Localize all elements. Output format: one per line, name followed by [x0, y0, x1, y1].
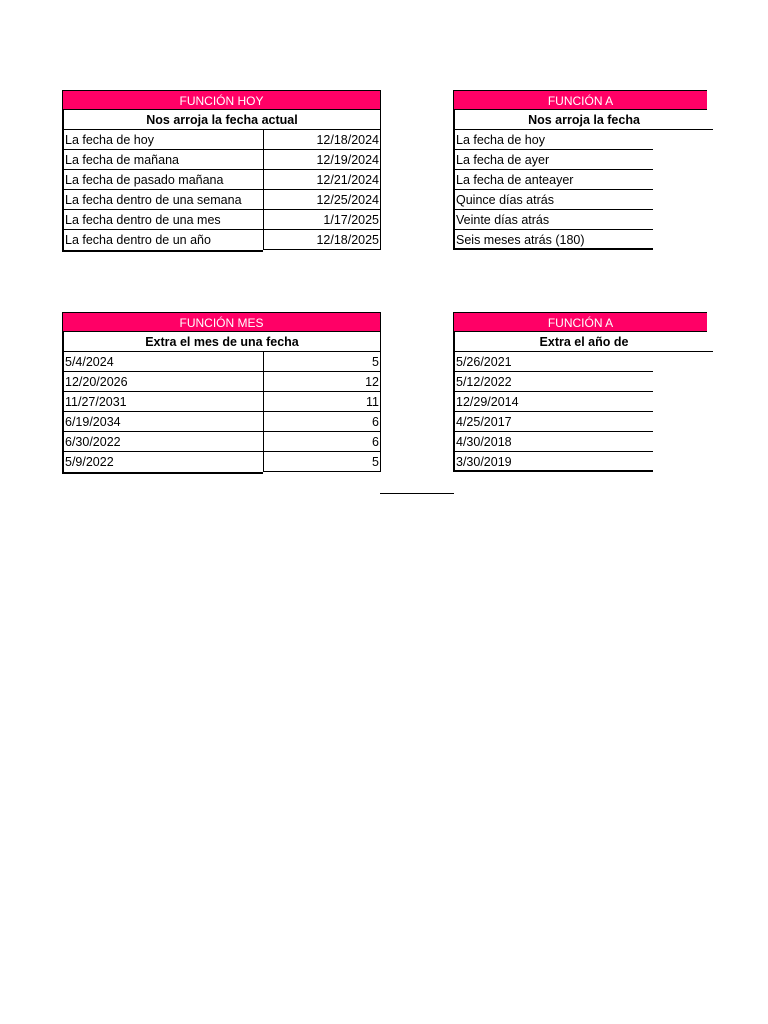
table-row: [453, 230, 653, 250]
table-row: [62, 372, 381, 392]
row-value[interactable]: 5: [263, 352, 381, 372]
row-label[interactable]: 6/30/2022: [62, 432, 263, 452]
table-row: [453, 150, 653, 170]
row-label[interactable]: 3/30/2019: [453, 452, 653, 472]
row-label[interactable]: La fecha de hoy: [62, 130, 263, 150]
row-label[interactable]: 11/27/2031: [62, 392, 263, 412]
table-subheader[interactable]: Extra el año de: [453, 332, 713, 352]
table-row: [453, 392, 653, 412]
table-row: [453, 130, 653, 150]
row-label[interactable]: 4/30/2018: [453, 432, 653, 452]
row-value[interactable]: 12/25/2024: [263, 190, 381, 210]
row-value[interactable]: 11: [263, 392, 381, 412]
row-label[interactable]: La fecha dentro de una semana: [62, 190, 263, 210]
table-row: [62, 392, 381, 412]
cell-border-line: [380, 493, 454, 494]
table-row: [453, 432, 653, 452]
row-label[interactable]: La fecha de hoy: [453, 130, 653, 150]
row-label[interactable]: Veinte días atrás: [453, 210, 653, 230]
row-value[interactable]: 12: [263, 372, 381, 392]
table-subheader[interactable]: Nos arroja la fecha actual: [62, 110, 381, 130]
row-label[interactable]: 12/29/2014: [453, 392, 653, 412]
table-header[interactable]: FUNCIÓN A: [453, 312, 707, 332]
table-row: [62, 230, 381, 250]
table-row: [453, 190, 653, 210]
table-body-clip: [453, 110, 640, 255]
table-subheader[interactable]: Extra el mes de una fecha: [62, 332, 381, 352]
table-row: [62, 432, 381, 452]
table-header[interactable]: FUNCIÓN A: [453, 90, 707, 110]
table-row: [62, 190, 381, 210]
row-label[interactable]: 5/9/2022: [62, 452, 263, 474]
row-value[interactable]: 12/21/2024: [263, 170, 381, 190]
row-label[interactable]: Quince días atrás: [453, 190, 653, 210]
row-value[interactable]: 6: [263, 432, 381, 452]
row-label[interactable]: 5/4/2024: [62, 352, 263, 372]
row-value[interactable]: 1/17/2025: [263, 210, 381, 230]
table-row: [62, 352, 381, 372]
row-value[interactable]: 5: [263, 452, 381, 472]
table-row: [453, 352, 653, 372]
row-label[interactable]: 12/20/2026: [62, 372, 263, 392]
table-subheader[interactable]: Nos arroja la fecha: [453, 110, 713, 130]
row-label[interactable]: Seis meses atrás (180): [453, 230, 653, 250]
row-value[interactable]: 6: [263, 412, 381, 432]
row-label[interactable]: La fecha dentro de una mes: [62, 210, 263, 230]
row-label[interactable]: La fecha de ayer: [453, 150, 653, 170]
table-row: [453, 210, 653, 230]
table-header[interactable]: FUNCIÓN HOY: [62, 90, 381, 110]
table-row: [62, 170, 381, 190]
row-label[interactable]: 5/26/2021: [453, 352, 653, 372]
table-row: [453, 372, 653, 392]
row-label[interactable]: La fecha de anteayer: [453, 170, 653, 190]
table-row: [453, 452, 653, 472]
row-label[interactable]: 5/12/2022: [453, 372, 653, 392]
row-value[interactable]: 12/18/2024: [263, 130, 381, 150]
row-label[interactable]: La fecha de pasado mañana: [62, 170, 263, 190]
table-row: [453, 170, 653, 190]
table-row: [62, 412, 381, 432]
row-label[interactable]: La fecha dentro de un año: [62, 230, 263, 252]
table-row: [453, 412, 653, 432]
row-label[interactable]: 6/19/2034: [62, 412, 263, 432]
row-label[interactable]: 4/25/2017: [453, 412, 653, 432]
table-header[interactable]: FUNCIÓN MES: [62, 312, 381, 332]
table-body-clip: [453, 332, 629, 477]
table-row: [62, 130, 381, 150]
row-value[interactable]: 12/19/2024: [263, 150, 381, 170]
table-row: [62, 210, 381, 230]
table-row: [62, 452, 381, 472]
row-value[interactable]: 12/18/2025: [263, 230, 381, 250]
row-label[interactable]: La fecha de mañana: [62, 150, 263, 170]
table-row: [62, 150, 381, 170]
